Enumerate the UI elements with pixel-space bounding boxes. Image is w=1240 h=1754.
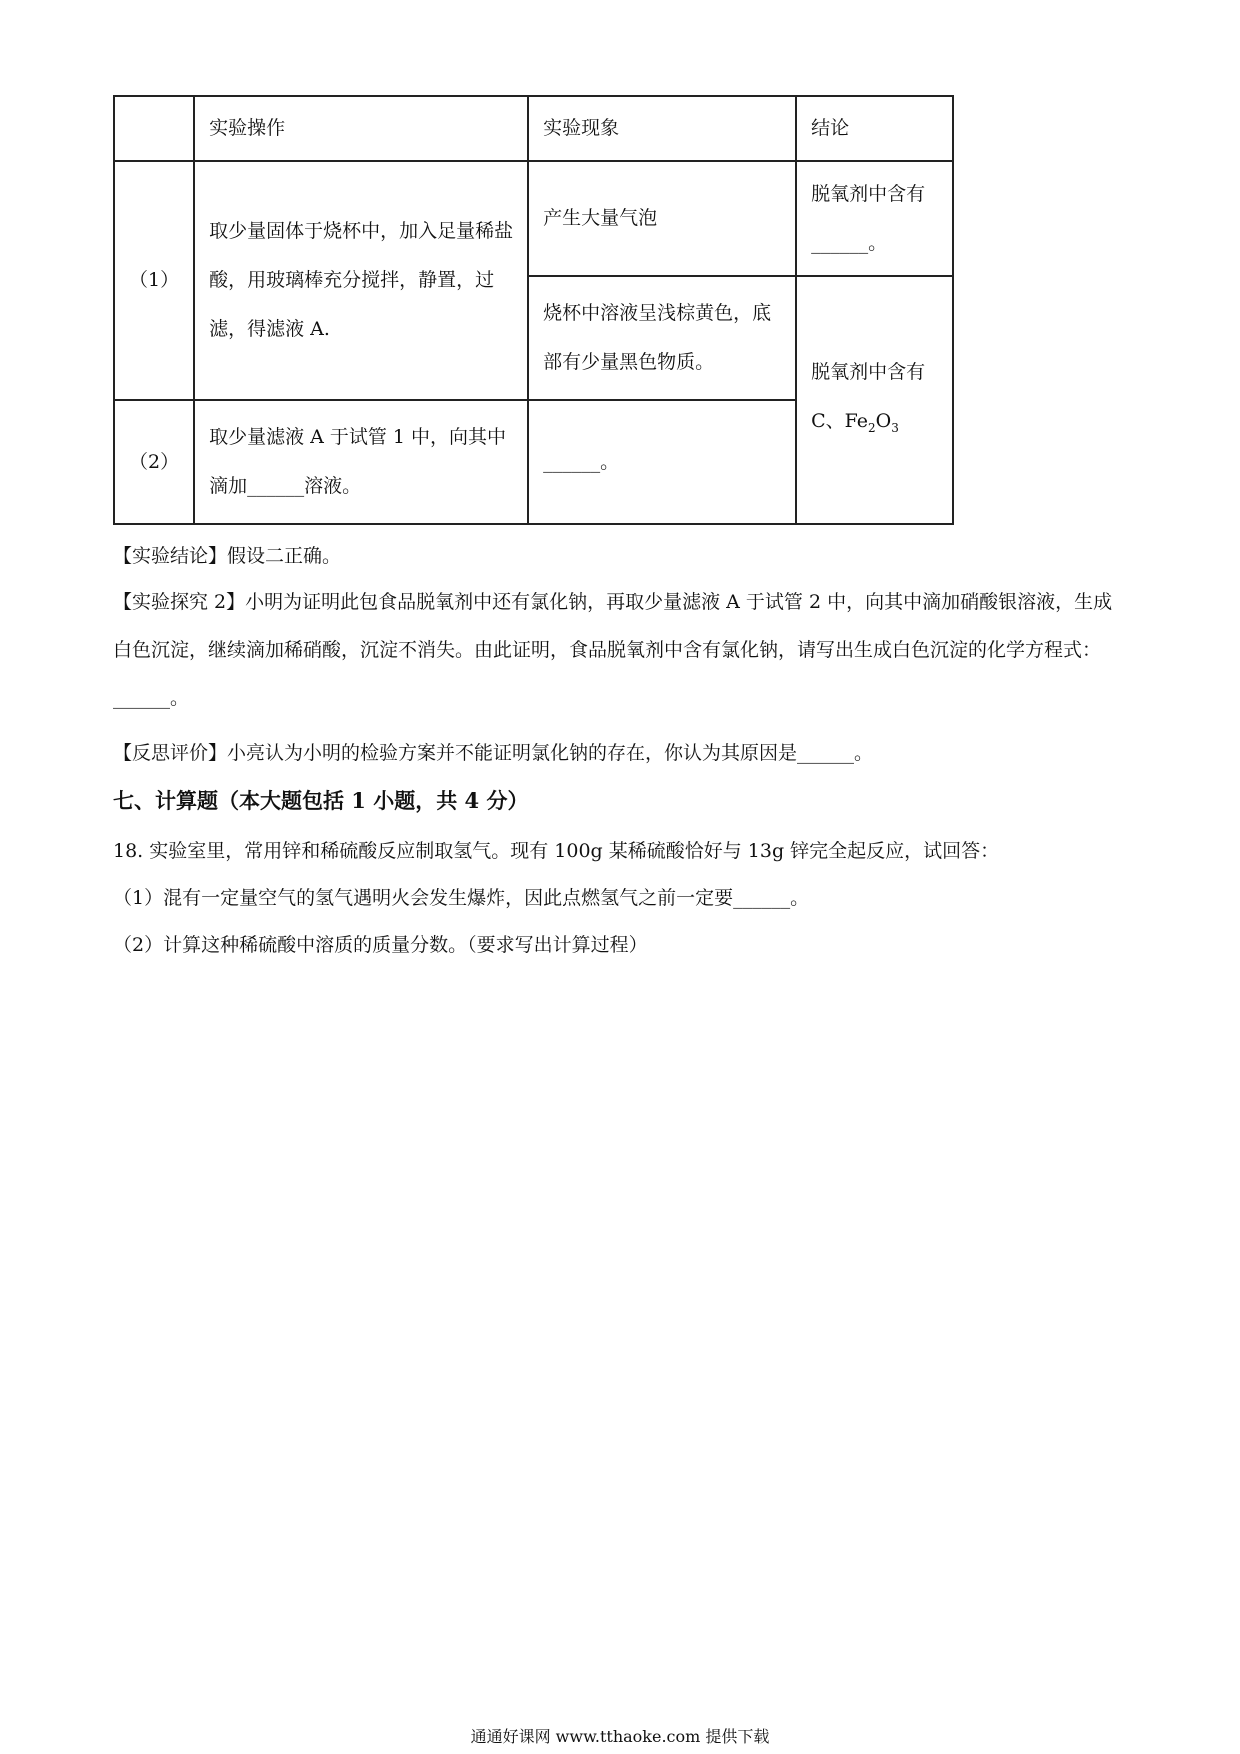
row1-conclusion-a-blank: ______。 xyxy=(811,231,888,254)
conclusion-b xyxy=(796,276,953,524)
row1-phenomenon-b: 烧杯中溶液呈浅棕黄色，底部有少量黑色物质。 xyxy=(528,276,796,400)
row1-conclusion-a-text: 脱氧剂中含有 xyxy=(811,182,926,205)
header-phenomenon: 实验现象 xyxy=(528,96,796,161)
experiment-explore-2: 【实验探究 2】小明为证明此包食品脱氧剂中还有氯化钠，再取少量滤液 A 于试管 2 中，向其中滴加硝酸银溶液，生成白色沉淀，继续滴加稀硝酸，沉淀不消失。由此证明，食品脱氧剂中含有氯化钠，请写出生成白色沉淀的化学方程式：______。 xyxy=(113,591,1113,709)
conclusion-b-text: 脱氧剂中含有 xyxy=(811,360,926,383)
header-operation: 实验操作 xyxy=(194,96,528,161)
header-index xyxy=(114,96,194,161)
question-18-part-2: （2）计算这种稀硫酸中溶质的质量分数。（要求写出计算过程） xyxy=(113,934,648,956)
experiment-conclusion: 【实验结论】假设二正确。 xyxy=(113,545,342,567)
header-conclusion: 结论 xyxy=(796,96,953,161)
reflection: 【反思评价】小亮认为小明的检验方案并不能证明氯化钠的存在，你认为其原因是______。 xyxy=(113,742,874,764)
page-footer: 通通好课网 www.tthaoke.com 提供下载 xyxy=(470,1727,770,1746)
question-18: 18. 实验室里，常用锌和稀硫酸反应制取氢气。现有 100g 某稀硫酸恰好与 13g 锌完全起反应，试回答： xyxy=(113,840,1000,862)
row2-operation: 取少量滤液 A 于试管 1 中，向其中滴加______溶液。 xyxy=(194,400,528,524)
question-18-part-1: （1）混有一定量空气的氢气遇明火会发生爆炸，因此点燃氢气之前一定要______。 xyxy=(113,887,810,909)
table-row xyxy=(114,161,953,276)
row1-index: （1） xyxy=(114,161,194,400)
conclusion-b-formula: C、$Fe_2O_3$ xyxy=(811,409,899,435)
table-header-row xyxy=(114,96,953,161)
row1-operation: 取少量固体于烧杯中，加入足量稀盐酸，用玻璃棒充分搅拌，静置，过滤，得滤液 A. xyxy=(194,161,528,400)
row2-index: （2） xyxy=(114,400,194,524)
row2-phenomenon: ______。 xyxy=(528,400,796,524)
section-title: 七、计算题（本大题包括 1 小题，共 4 分） xyxy=(113,788,529,813)
row1-conclusion-a xyxy=(796,161,953,276)
row1-phenomenon-a: 产生大量气泡 xyxy=(528,161,796,276)
experiment-table xyxy=(113,95,954,525)
